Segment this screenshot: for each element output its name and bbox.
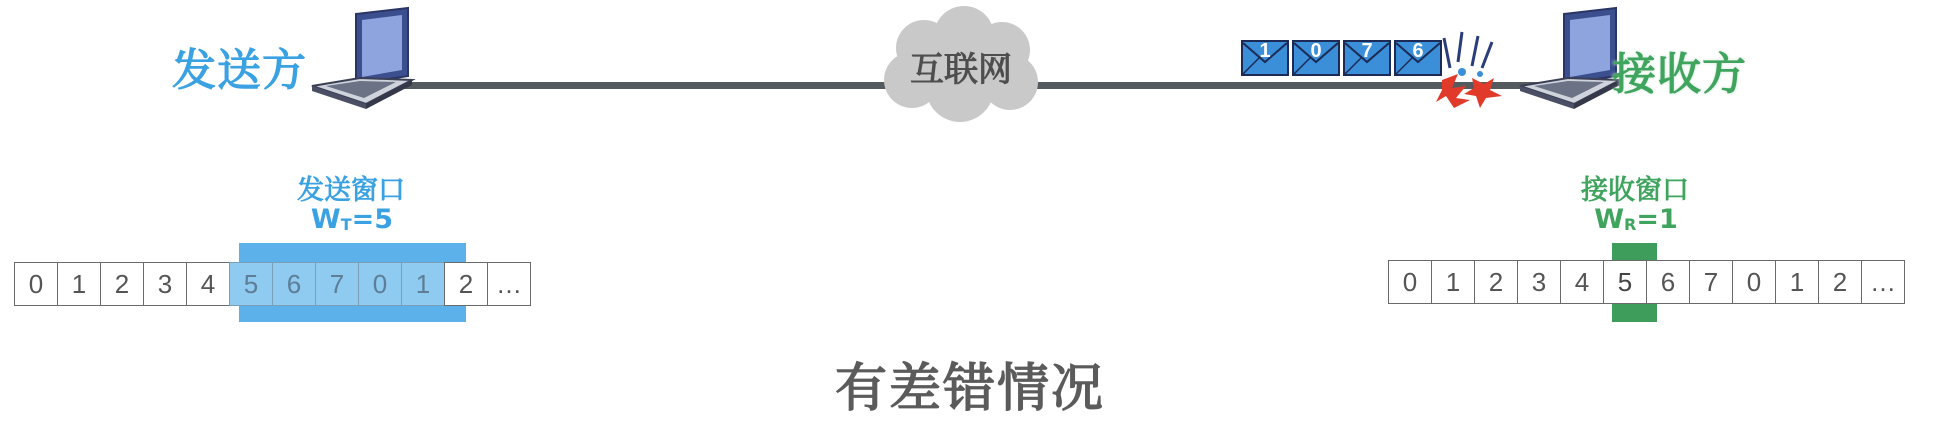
packet-envelope-icon (1292, 40, 1340, 76)
recv-seq-cell: 1 (1431, 260, 1475, 304)
sender-laptop-icon (304, 6, 416, 118)
recv-window-size-value: =1 (1636, 204, 1678, 235)
send-seq-cell: 3 (143, 262, 187, 306)
recv-seq-cell: … (1861, 260, 1905, 304)
receiver-laptop-icon (1512, 6, 1624, 118)
send-seq-cell: 4 (186, 262, 230, 306)
recv-seq-cell: 7 (1689, 260, 1733, 304)
packet-seq-label: 0 (1310, 40, 1322, 62)
recv-seq-cell: 6 (1646, 260, 1690, 304)
packet-envelope-icon (1343, 40, 1391, 76)
send-seq-cell: 6 (272, 262, 316, 306)
send-window-size-symbol: W (310, 204, 341, 235)
send-window-size-subscript: T (340, 215, 352, 234)
recv-seq-cell: 1 (1775, 260, 1819, 304)
internet-label: 互联网 (910, 50, 1012, 90)
packet-seq-label: 7 (1361, 40, 1373, 62)
send-seq-cell: 2 (100, 262, 144, 306)
packet-seq-label: 6 (1412, 40, 1424, 62)
send-window-size (300, 204, 404, 235)
recv-seq-cell: 2 (1818, 260, 1862, 304)
recv-seq-cell: 3 (1517, 260, 1561, 304)
send-sequence-row (14, 262, 531, 306)
send-seq-cell: 1 (57, 262, 101, 306)
send-window-title: 发送窗口 (297, 175, 405, 206)
send-seq-cell: 1 (401, 262, 445, 306)
recv-seq-cell: 0 (1732, 260, 1776, 304)
send-seq-cell: … (487, 262, 531, 306)
send-seq-cell: 0 (14, 262, 58, 306)
recv-seq-cell: 2 (1474, 260, 1518, 304)
recv-seq-cell: 0 (1388, 260, 1432, 304)
sender-label: 发送方 (172, 45, 307, 96)
recv-window-size-symbol: W (1594, 204, 1625, 235)
send-seq-cell: 0 (358, 262, 402, 306)
packet-loss-burst-icon (1432, 28, 1504, 112)
recv-sequence-row (1388, 260, 1905, 304)
send-seq-cell: 2 (444, 262, 488, 306)
recv-window-title: 接收窗口 (1581, 175, 1689, 206)
send-seq-cell: 7 (315, 262, 359, 306)
receiver-label: 接收方 (1612, 49, 1747, 100)
packet-envelope-icon (1241, 40, 1289, 76)
recv-seq-cell: 5 (1603, 260, 1647, 304)
recv-window-size-subscript: R (1624, 215, 1637, 234)
send-window-size-value: =5 (351, 204, 394, 235)
packet-seq-label: 1 (1259, 40, 1271, 62)
recv-window-size (1586, 204, 1686, 235)
send-seq-cell: 5 (229, 262, 273, 306)
diagram-caption: 有差错情况 (834, 359, 1105, 419)
recv-seq-cell: 4 (1560, 260, 1604, 304)
